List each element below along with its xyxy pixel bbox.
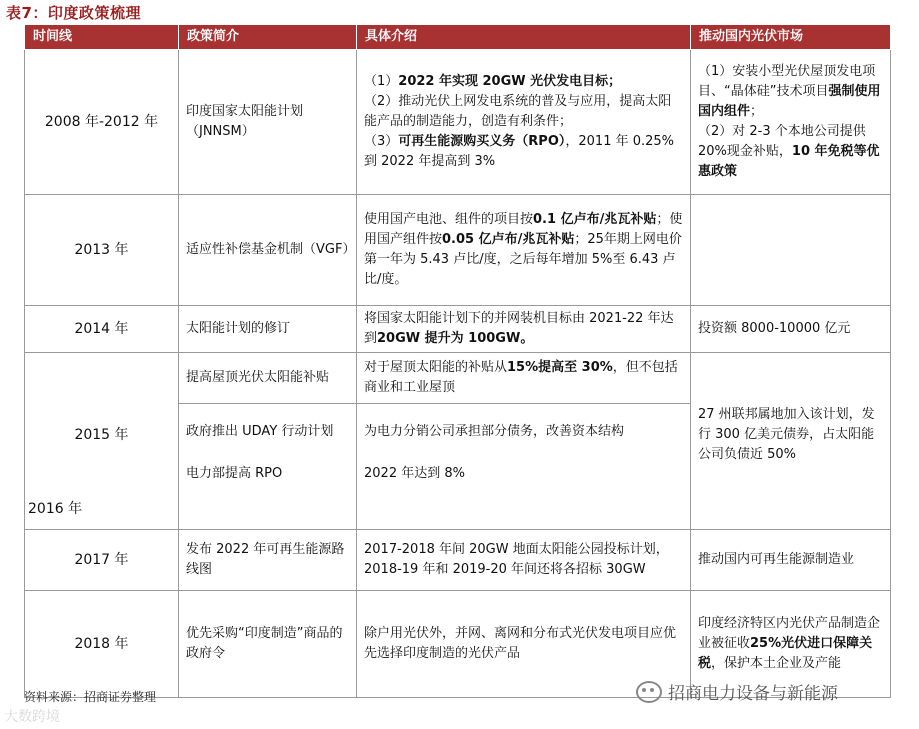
cell-market: 投资额 8000-10000 亿元: [691, 306, 891, 353]
cell-detail: [357, 50, 691, 195]
market-text: （1）安装小型光伏屋顶发电项目、“晶体硅”技术项目: [698, 64, 876, 99]
detail-text: （1）: [364, 74, 399, 89]
header-timeline: 时间线: [25, 25, 179, 50]
market-text: （2）对 2-3 个本地公司提供 20%现金补贴，: [698, 124, 866, 159]
detail-text: ，但不包括商业和工业屋顶: [364, 360, 678, 395]
market-text: 印度经济特区内光伏产品制造企业被征收: [698, 616, 881, 651]
detail-text: 对于屋顶太阳能的补贴从: [364, 360, 508, 375]
header-detail: 具体介绍: [357, 25, 691, 50]
cell-time: 2013 年: [25, 195, 179, 306]
header-policy: 政策简介: [179, 25, 357, 50]
cell-detail: 2017-2018 年间 20GW 地面太阳能公园投标计划，2018-19 年和 2019-20 年间还将各招标 30GW: [357, 530, 691, 591]
watermark-right: [636, 679, 838, 704]
table-row: [25, 530, 891, 591]
time-label-2016: 2016 年: [28, 501, 83, 517]
watermark-left: 大数跨境: [4, 709, 60, 725]
detail-bold: 0.1 亿卢布/兆瓦补贴: [533, 212, 657, 227]
cell-market: 推动国内可再生能源制造业: [691, 530, 891, 591]
table-title: 表7：印度政策梳理: [6, 4, 141, 22]
detail-text: （3）: [364, 134, 399, 149]
detail-bold: 15%提高至 30%: [507, 360, 613, 375]
detail-text: （2）推动光伏上网发电系统的普及与应用，提高太阳能产品的制造能力，创造有利条件；: [364, 94, 672, 129]
policy-text: 政府推出 UDAY 行动计划: [186, 424, 334, 439]
detail-bold: 可再生能源购买义务（RPO）: [398, 134, 566, 149]
cell-policy: 优先采购“印度制造”商品的政府令: [179, 591, 357, 698]
market-bold: 10 年免税等优惠政策: [698, 144, 880, 179]
cell-policy: 提高屋顶光伏太阳能补贴: [179, 353, 357, 404]
cell-time: 2008 年-2012 年: [25, 50, 179, 195]
table-row: [25, 353, 891, 404]
detail-text: ；25年期上网电价第一年为 5.43 卢比/度，之后每年增加 5%至 6.43 卢比/度。: [364, 232, 682, 287]
cell-market: 27 州联邦属地加入该计划，发行 300 亿美元债券，占太阳能公司负债近 50%: [691, 353, 891, 530]
detail-text: ，2011 年 0.25%到 2022 年提高到 3%: [364, 134, 675, 169]
market-text: ，保护本土企业及产能: [711, 656, 842, 671]
detail-text: 使用国产电池、组件的项目按: [364, 212, 534, 227]
header-market: 推动国内光伏市场: [691, 25, 891, 50]
watermark-right-text: 招商电力设备与新能源: [668, 684, 838, 704]
table-row: [25, 306, 891, 353]
detail-bold: 20GW 提升为 100GW。: [377, 331, 534, 346]
cell-detail: [357, 404, 691, 530]
cell-time: 2014 年: [25, 306, 179, 353]
cell-market: [691, 50, 891, 195]
cell-policy: [179, 404, 357, 530]
policy-table: [24, 24, 891, 698]
detail-text: 为电力分销公司承担部分债务，改善资本结构: [364, 424, 625, 439]
market-bold: 25%光伏进口保障关税: [698, 636, 873, 671]
cell-policy: 太阳能计划的修订: [179, 306, 357, 353]
cell-time: [25, 530, 179, 591]
market-bold: 强制使用国内组件: [698, 84, 881, 119]
policy-text: 电力部提高 RPO: [186, 466, 283, 481]
cell-policy: 适应性补偿基金机制（VGF）: [179, 195, 357, 306]
source-note: 资料来源：招商证券整理: [24, 690, 157, 704]
cell-detail: [357, 195, 691, 306]
detail-bold: 2022 年实现 20GW 光伏发电目标；: [398, 74, 622, 89]
cell-policy: 发布 2022 年可再生能源路线图: [179, 530, 357, 591]
cell-detail: [357, 353, 691, 404]
detail-text: 将国家太阳能计划下的并网装机目标由 2021-22 年达到: [364, 311, 674, 346]
cell-detail: [357, 306, 691, 353]
time-text: 2017 年: [74, 552, 129, 568]
detail-text: 2022 年达到 8%: [364, 466, 465, 481]
table-header-row: [25, 25, 891, 50]
wechat-icon: [636, 681, 662, 703]
market-text: ；: [750, 104, 764, 119]
cell-detail: 除户用光伏外，并网、离网和分布式光伏发电项目应优先选择印度制造的光伏产品: [357, 591, 691, 698]
detail-bold: 0.05 亿卢布/兆瓦补贴: [442, 232, 575, 247]
cell-time: 2018 年: [25, 591, 179, 698]
table-row: [25, 50, 891, 195]
cell-market: [691, 195, 891, 306]
cell-policy: 印度国家太阳能计划（JNNSM）: [179, 50, 357, 195]
cell-time: 2015 年: [25, 353, 179, 530]
table-row: [25, 195, 891, 306]
detail-text: ；使用国产组件按: [364, 212, 683, 247]
